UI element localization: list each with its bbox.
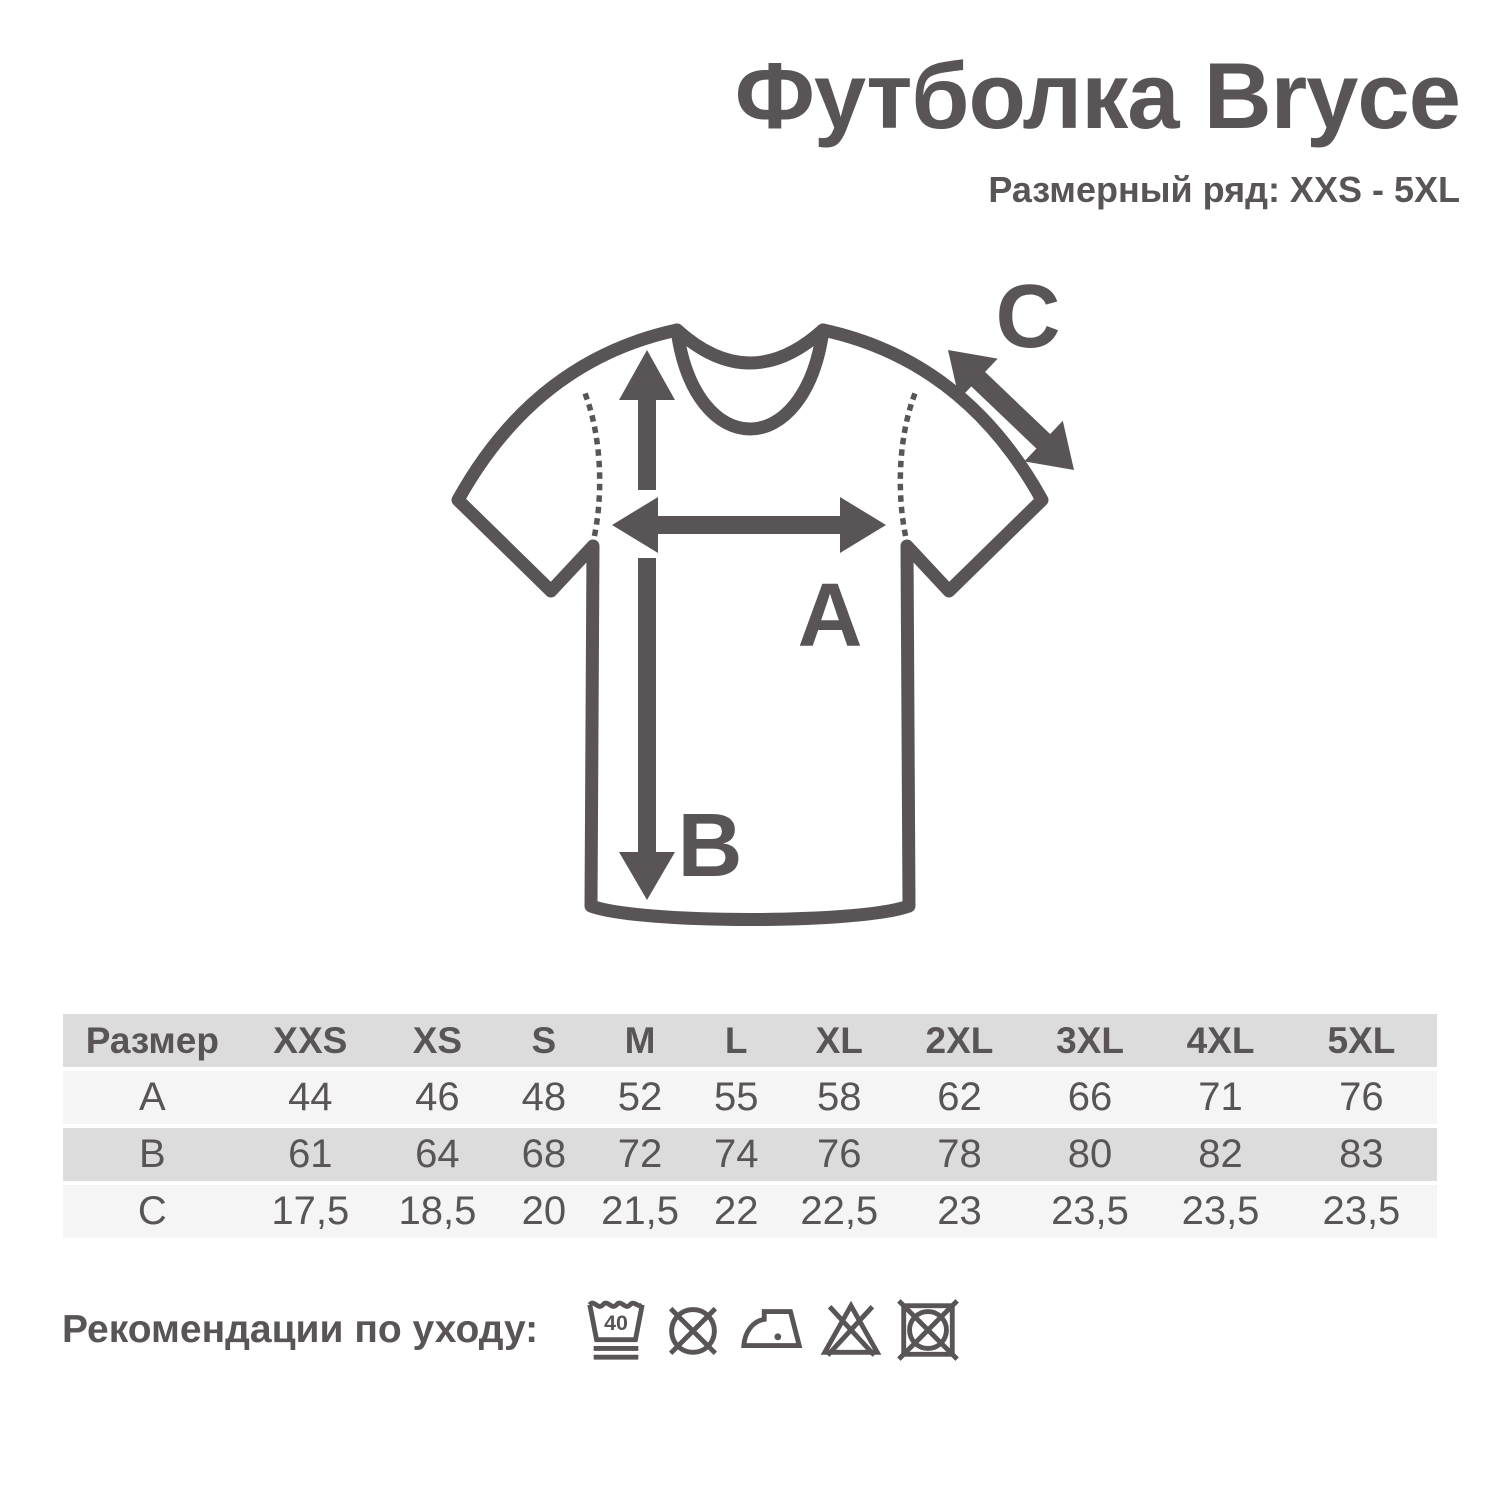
size-table-container [63,1010,1437,1242]
label-b: B [677,796,743,896]
row-label: B [138,1132,166,1176]
tshirt-outline [458,330,1042,920]
do-not-tumble-dry-icon [894,1296,962,1364]
cell: 22 [713,1189,759,1233]
page-title: Футболка Bryce [734,43,1460,148]
left-armhole-seam-dotted [586,396,600,538]
tshirt-measurement-diagram [420,265,1120,965]
size-table-header-row [63,1014,1437,1067]
right-armhole-seam-dotted [900,396,914,538]
column-header-5xl: 5XL [1327,1019,1396,1061]
cell: 66 [1067,1075,1113,1119]
cell: 62 [937,1075,982,1119]
header [735,42,1460,211]
cell: 80 [1067,1132,1113,1176]
table-row-b [63,1128,1437,1181]
cell: 83 [1339,1132,1384,1176]
column-header-2xl: 2XL [925,1019,994,1061]
cell: 58 [817,1075,862,1119]
cell: 23,5 [1051,1189,1129,1233]
cell: 44 [288,1075,333,1119]
care-icons [582,1296,962,1364]
row-label: C [137,1189,167,1233]
cell: 23,5 [1181,1189,1260,1233]
column-header-s: S [531,1019,557,1061]
wash-40-delicate-icon [582,1296,650,1364]
cell: 17,5 [271,1189,350,1233]
care-instructions [62,1292,962,1368]
length-measure-arrow-b [619,350,675,900]
cell: 78 [937,1132,982,1176]
column-header-3xl: 3XL [1056,1019,1124,1061]
cell: 71 [1198,1075,1243,1119]
cell: 23,5 [1322,1189,1401,1233]
column-header-xs: XS [412,1019,463,1061]
iron-low-heat-icon [736,1296,808,1364]
cell: 76 [817,1132,862,1176]
cell: 76 [1339,1075,1384,1119]
column-header-dimension: Размер [85,1019,219,1061]
do-not-dry-clean-icon [659,1296,727,1364]
cell: 23 [937,1189,982,1233]
table-row-c [63,1185,1437,1238]
row-label: A [138,1075,166,1119]
label-a: A [797,566,863,666]
column-header-4xl: 4XL [1186,1019,1255,1061]
cell: 46 [415,1075,460,1119]
cell: 74 [713,1132,759,1176]
column-header-xl: XL [815,1019,863,1061]
do-not-bleach-icon [817,1296,885,1364]
cell: 64 [415,1132,460,1176]
size-table [63,1010,1437,1242]
cell: 22,5 [800,1189,879,1233]
cell: 55 [713,1075,759,1119]
cell: 21,5 [601,1189,679,1233]
cell: 61 [288,1132,333,1176]
column-header-l: L [724,1019,748,1061]
column-header-m: M [624,1019,656,1061]
cell: 82 [1198,1132,1243,1176]
care-label: Рекомендации по уходу: [62,1308,539,1351]
cell: 20 [521,1189,567,1233]
collar-back-arc [677,330,823,363]
size-range-subtitle: Размерный ряд: XXS - 5XL [988,169,1460,211]
wash-temperature: 40 [604,1311,629,1335]
label-c: C [995,267,1061,367]
cell: 52 [617,1075,663,1119]
width-measure-arrow-a [612,497,886,553]
cell: 68 [521,1132,567,1176]
column-header-xxs: XXS [273,1019,348,1061]
cell: 18,5 [398,1189,477,1233]
table-row-a [63,1071,1437,1124]
cell: 72 [617,1132,663,1176]
cell: 48 [521,1075,567,1119]
